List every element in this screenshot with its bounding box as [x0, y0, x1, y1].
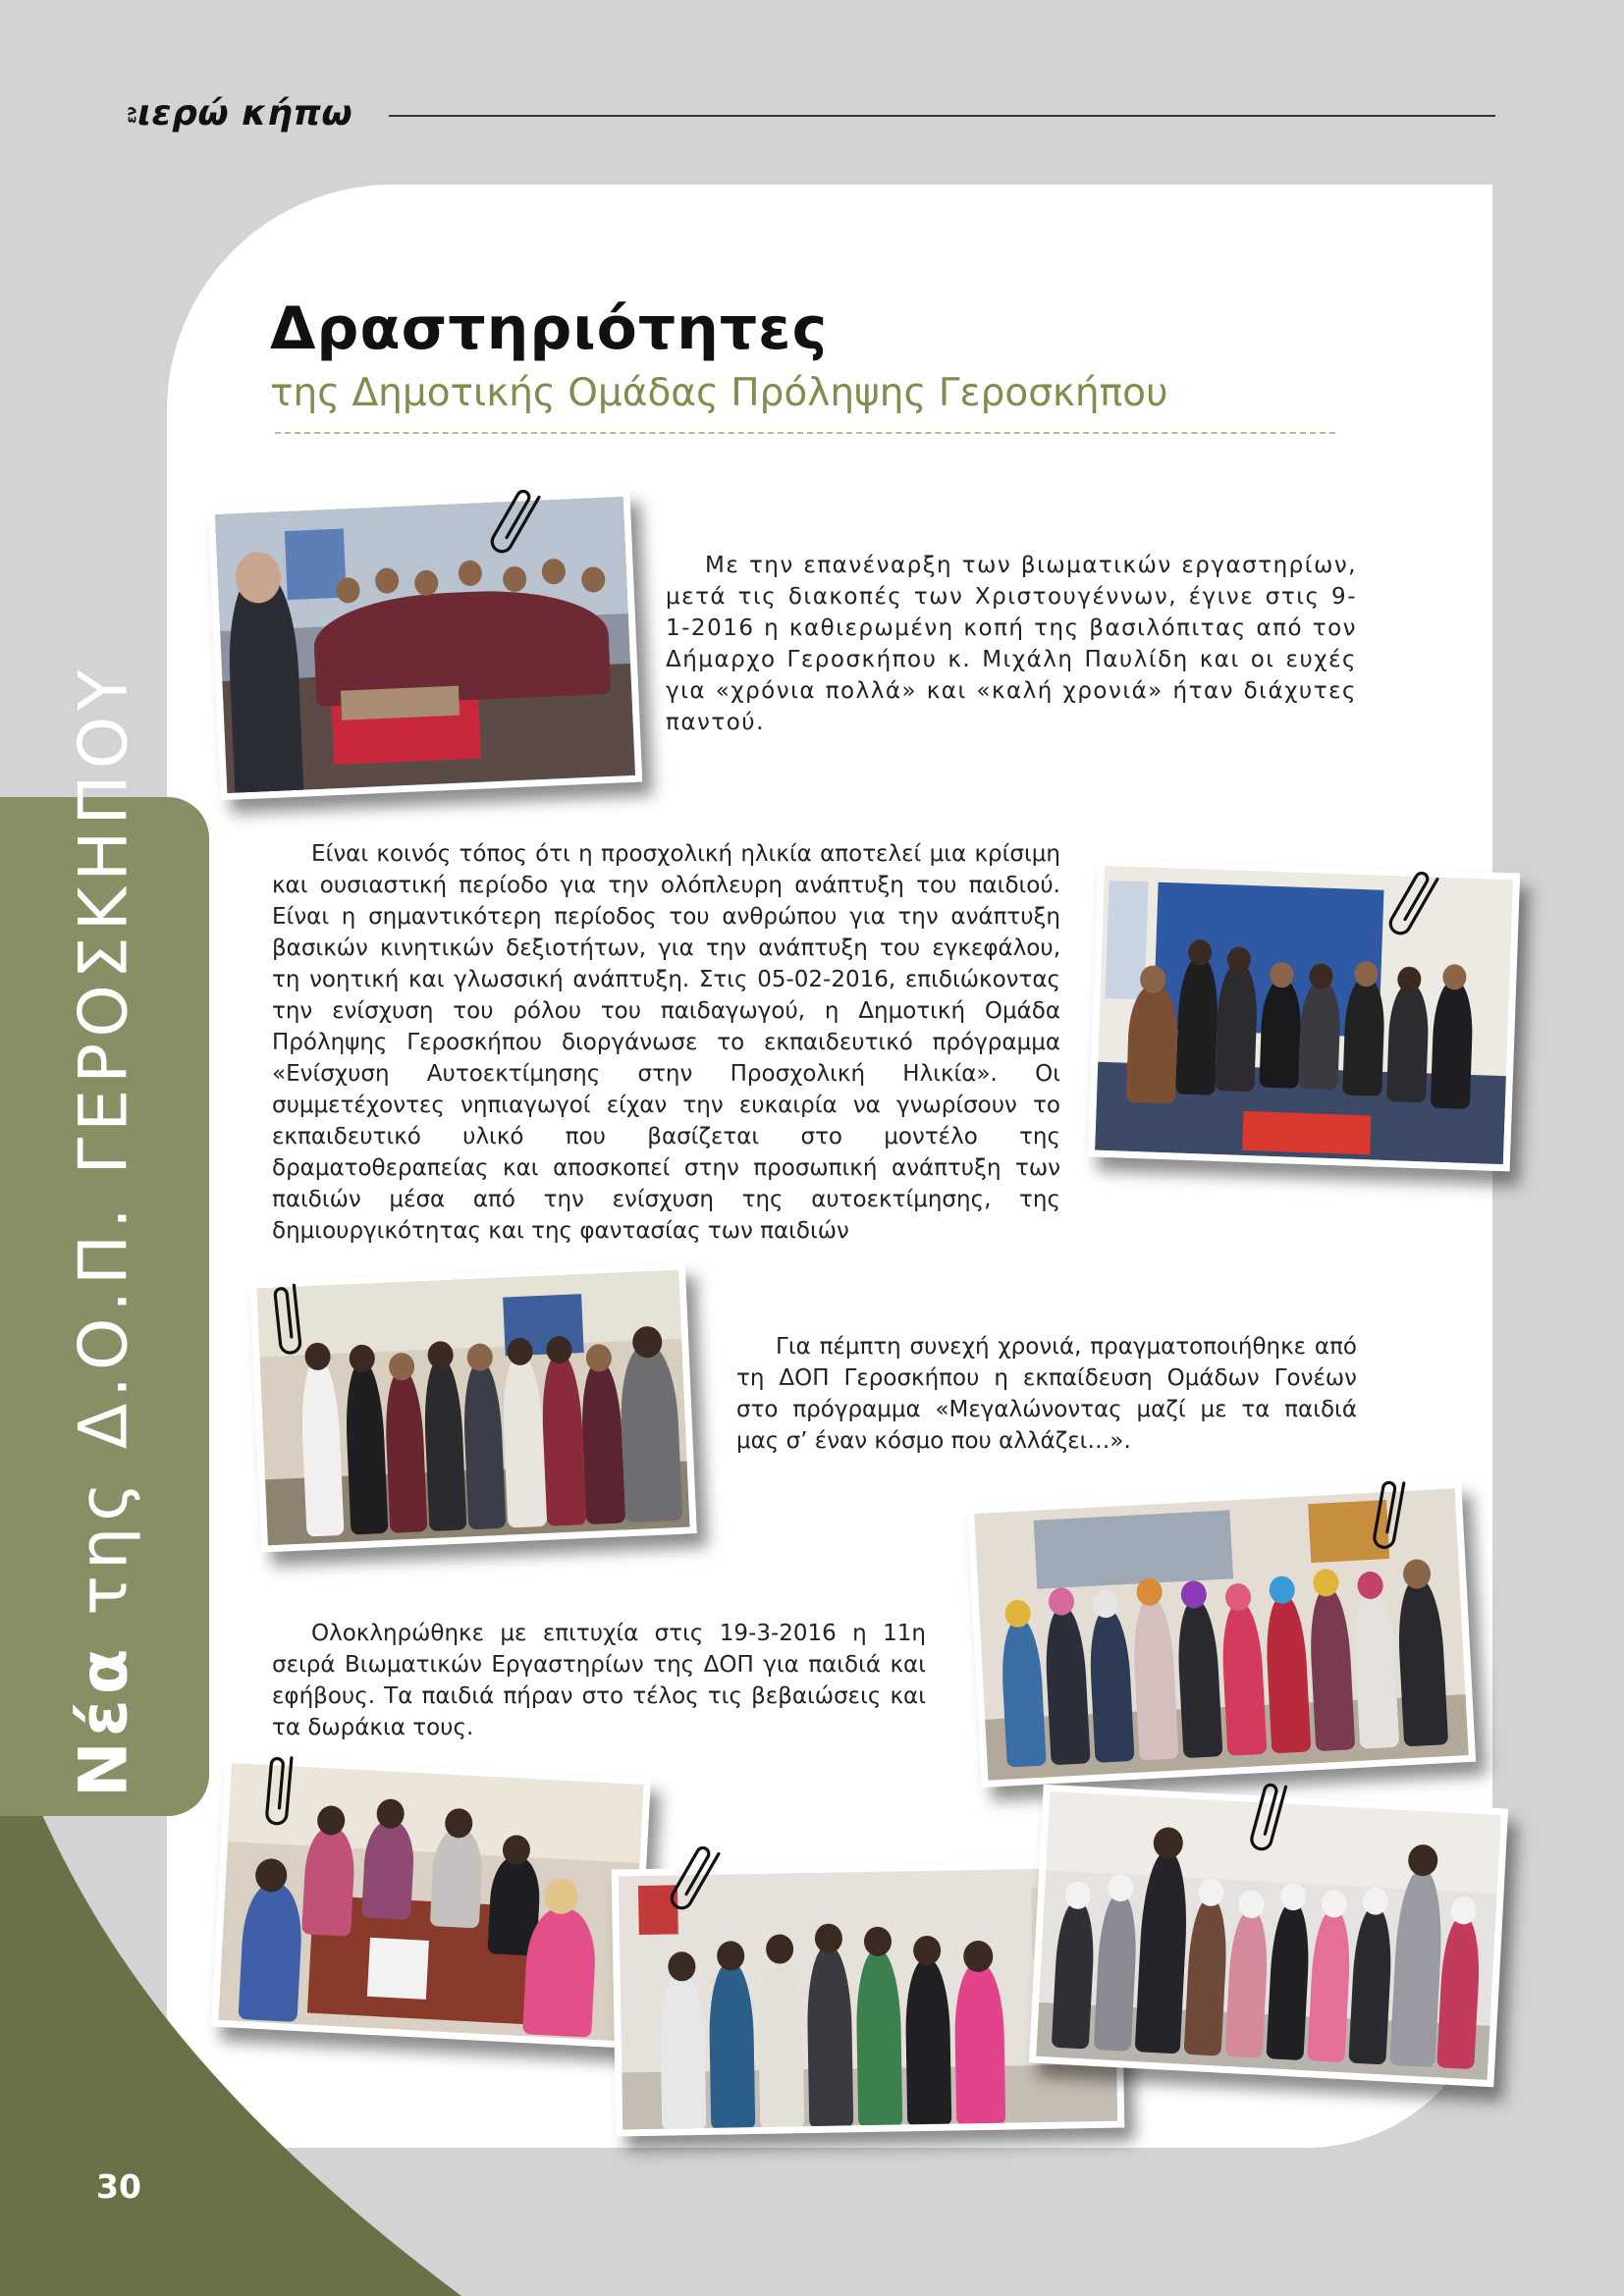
photo-vasilopita-cutting [208, 490, 643, 800]
title-divider [275, 432, 1335, 434]
photo-parents-group [249, 1262, 697, 1552]
paperclip-icon [257, 1745, 304, 1835]
header-prefix: εν [124, 106, 140, 124]
paragraph-vasilopita: Με την επανέναρξη των βιωματικών εργαστηρίων, μετά τις διακοπές των Χριστουγέννων, έγινε στις 9-1-2016 η καθιερωμένη κοπή της βασιλόπιτας από τον Δήμαρχο Γεροσκήπου κ. Μιχάλη Παυλίδη και οι ευχές για «χρόνια πολλά» και «καλή χρονιά» ήταν διάχυτες παντού. [666, 553, 1357, 735]
page-number: 30 [96, 2167, 141, 2206]
article-subtitle: της Δημοτικής Ομάδας Πρόληψης Γεροσκήπου [270, 371, 1168, 415]
paragraph-workshops-completed: Ολοκληρώθηκε με επιτυχία στις 19-3-2016 η 11η σειρά Βιωματικών Εργαστηρίων της ΔΟΠ για παιδιά και εφήβους. Τα παιδιά πήραν στο τέλος τις βεβαιώσεις και τα δωράκια τους. [272, 1621, 926, 1740]
magazine-brand: ιερώ κήπω [137, 93, 353, 133]
section-label [65, 664, 143, 1797]
section-label-rest: της Δ.Ο.Π. ΓΕΡΟΣΚΗΠΟΥ [65, 664, 143, 1616]
header-rule [389, 115, 1495, 117]
section-label-emphasis: Νέα [65, 1643, 143, 1797]
paragraph-parents-training: Για πέμπτη συνεχή χρονιά, πραγματοποιήθηκε από τη ΔΟΠ Γεροσκήπου η εκπαίδευση Ομάδων Γονέων στο πρόγραμμα «Μεγαλώνοντας μαζί με τα παιδιά μας σ’ έναν κόσμο που αλλάζει…». [736, 1334, 1357, 1454]
page-header [116, 93, 1495, 142]
paragraph-preschool-program: Είναι κοινός τόπος ότι η προσχολική ηλικία αποτελεί μια κρίσιμη και ουσιαστική περίοδο για την ολόπλευρη ανάπτυξη του παιδιού. Είναι η σημαντικότερη περίοδος του ανθρώπου για την ανάπτυξη βασικών κινητικών δεξιοτήτων, για την ανάπτυξη του εγκεφάλου, τη νοητική και γλωσσική ανάπτυξη. Στις 05-02-2016, επιδιώκοντας την ενίσχυση του ρόλου του παιδαγωγού, η Δημοτική Ομάδα Πρόληψης Γεροσκήπου διοργάνωσε το εκπαιδευτικό πρόγραμμα «Ενίσχυση Αυτοεκτίμησης στην Προσχολική Ηλικία». Οι συμμετέχοντες νηπιαγωγοί είχαν την ευκαιρία να γνωρίσουν το εκπαιδευτικό υλικό που βασίζεται στο μοντέλο της δραματοθεραπείας και αποσκοπεί στην προσωπική ανάπτυξη των παιδιών μέσα από την ενίσχυση της αυτοεκτίμησης, της δημιουργικότητας και της φαντασίας των παιδιών [272, 841, 1060, 1244]
article-title: Δραστηριότητες [270, 294, 829, 363]
photo-preschool-teachers [1088, 859, 1520, 1172]
